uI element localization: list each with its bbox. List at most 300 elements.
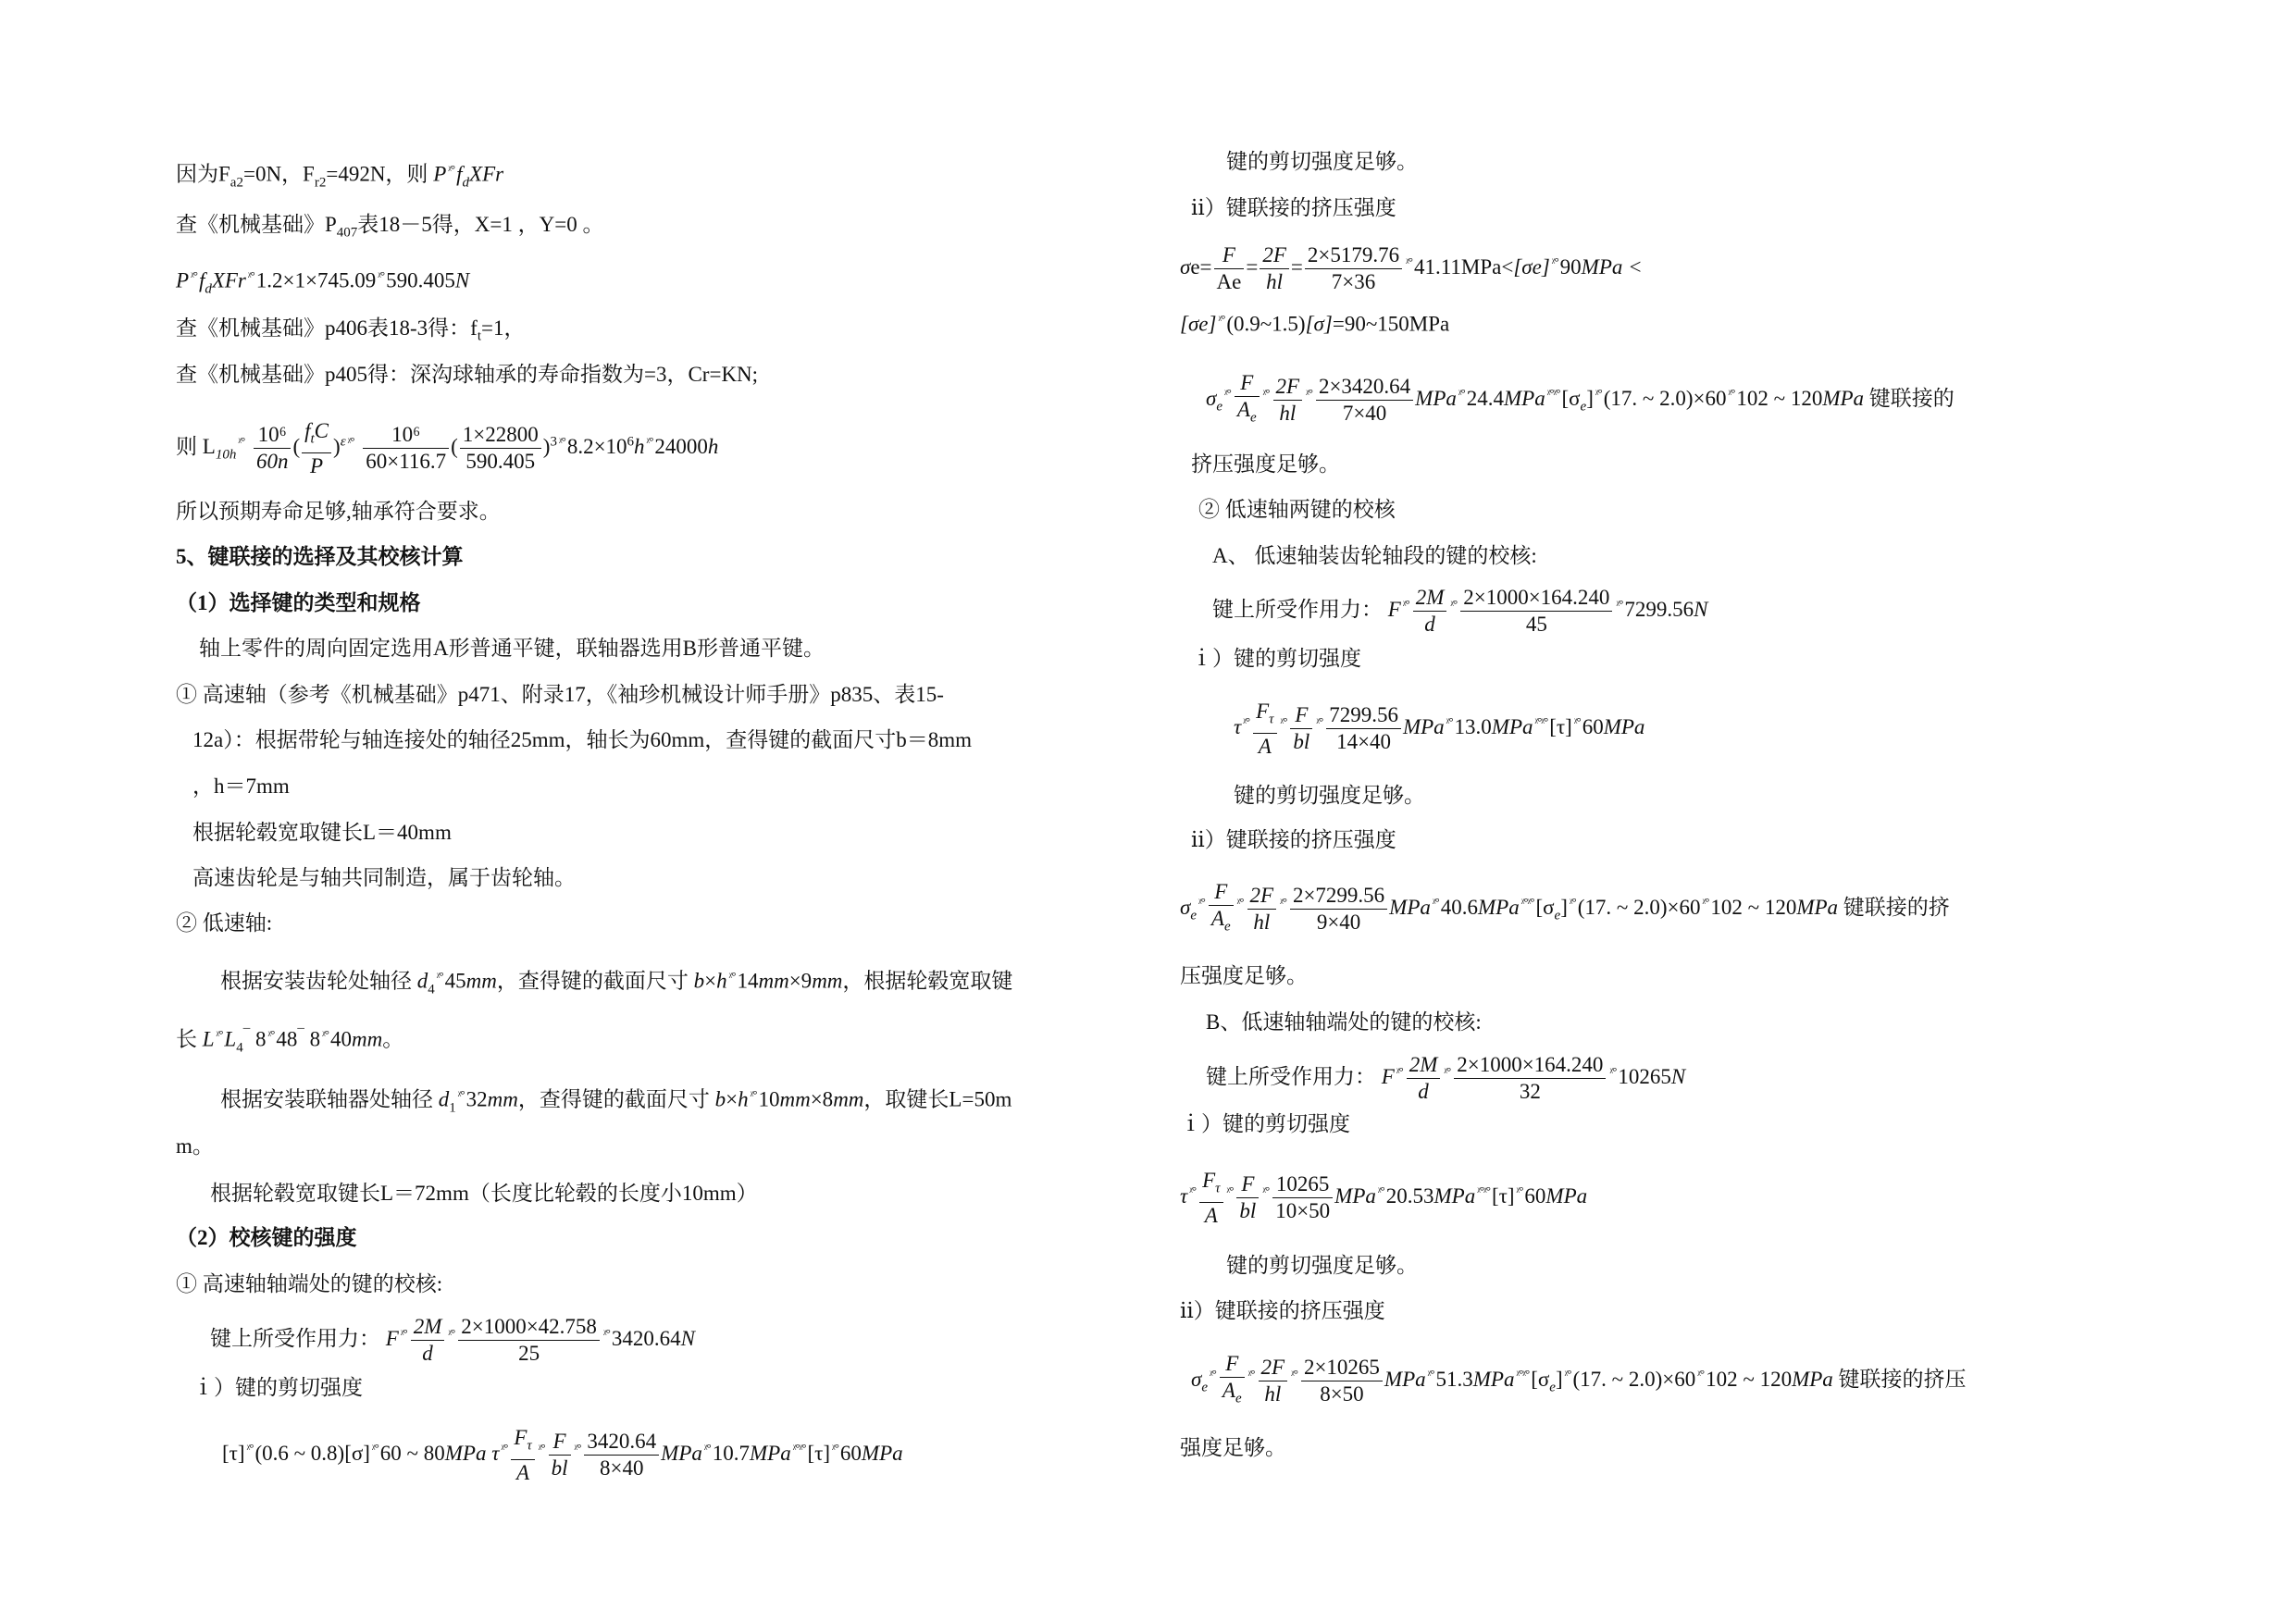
subscript: e — [1190, 908, 1198, 923]
denominator: hl — [1264, 1382, 1282, 1406]
denominator: d — [1418, 1080, 1429, 1103]
equals-glyph: ᵡ° — [832, 1441, 838, 1456]
text-line: 根据轮毂宽取键长L＝72mm（长度比轮毂的长度小10mm） — [210, 1182, 758, 1205]
symbol: [σe] — [1513, 254, 1550, 279]
fraction — [1460, 585, 1612, 638]
unit: MPa — [1792, 1368, 1833, 1392]
denominator: hl — [1253, 911, 1271, 935]
fraction — [1305, 242, 1402, 295]
equals-glyph: ᵡ° — [1280, 714, 1287, 729]
section-heading: 5、键联接的选择及其校核计算 — [176, 545, 464, 568]
equals-glyph: ᵡ° — [1616, 597, 1623, 612]
text: 键联接的挤 — [1838, 896, 1950, 920]
formula-line — [220, 1081, 1011, 1121]
text: 根据安装联轴器处轴径 — [220, 1087, 439, 1111]
symbol: σ — [1191, 1368, 1202, 1392]
text-line: ② 低速轴: — [176, 911, 273, 935]
paren: ( — [292, 435, 301, 459]
operator: < — [1622, 254, 1643, 279]
symbol: A — [1236, 398, 1250, 421]
value: 40 — [329, 1027, 352, 1051]
numerator: 10265 — [1272, 1171, 1333, 1198]
value: 102 ~ 120 — [1706, 1368, 1793, 1392]
unit: N — [1694, 597, 1708, 621]
value: 10 — [758, 1087, 780, 1111]
denominator: 32 — [1519, 1080, 1541, 1103]
equals-glyph: ᵡ° — [728, 969, 736, 983]
formula-line — [1191, 1351, 1967, 1412]
subsection-heading: （2）校核键的强度 — [176, 1226, 357, 1249]
text-line: 查《机械基础》p405得：深沟球轴承的寿命指数为=3，Cr=KN; — [176, 363, 759, 386]
compare-glyph: ᵡ°ᵡ° — [1546, 386, 1560, 401]
equals-glyph: ᵡ° — [1377, 1183, 1384, 1198]
unit: MPa — [1415, 387, 1457, 411]
value: ×9 — [788, 969, 813, 993]
subscript: τ — [1215, 1181, 1221, 1196]
numerator: F — [1209, 879, 1234, 906]
formula-line — [1180, 305, 1449, 339]
equals-glyph: ᵡ° — [1402, 597, 1409, 612]
denominator: Ae — [1216, 270, 1242, 293]
subscript: t — [310, 431, 315, 447]
equals-glyph: ᵡ° — [457, 1087, 465, 1101]
symbol: A — [1222, 1379, 1235, 1402]
fraction — [511, 1425, 534, 1486]
numerator — [1253, 699, 1276, 734]
numerator: F — [1220, 1351, 1245, 1378]
value: 8 — [304, 1027, 321, 1051]
symbol: [τ] — [1491, 1184, 1515, 1208]
unit: mm — [812, 969, 843, 993]
denominator: 590.405 — [465, 450, 536, 474]
subscript: t — [477, 328, 481, 344]
equals-glyph: ᵡ° — [1458, 386, 1465, 401]
denominator: A — [516, 1460, 530, 1484]
symbol: f — [198, 268, 205, 292]
symbol: d — [438, 1087, 450, 1111]
equals-glyph: ᵡ° — [1262, 386, 1270, 401]
text: 。 — [382, 1027, 404, 1051]
fraction — [584, 1429, 659, 1481]
superscript: ¯ — [297, 1027, 304, 1042]
numerator: 2×7299.56 — [1290, 883, 1387, 910]
text-line: 轴上零件的周向固定选用A形普通平键，联轴器选用B形普通平键。 — [199, 637, 825, 660]
unit: MPa — [1796, 896, 1839, 920]
text-line: ① 高速轴轴端处的键的校核: — [176, 1272, 443, 1295]
subscript: d — [462, 175, 470, 191]
text-line: 键的剪切强度足够。 — [1234, 784, 1425, 807]
equals-glyph: ᵡ° — [246, 1441, 254, 1456]
numerator: 10⁶ — [254, 422, 292, 449]
fraction — [1272, 1171, 1333, 1224]
paren: ) — [333, 435, 341, 459]
text: =492N，则 — [326, 162, 434, 186]
subscript: 4 — [428, 982, 435, 997]
value: 41.11MPa< — [1414, 254, 1514, 279]
equals-glyph: ᵡ° — [322, 1027, 329, 1041]
fraction — [1413, 585, 1447, 638]
unit: MPa — [1334, 1184, 1376, 1208]
equals-glyph: ᵡ° — [1569, 895, 1576, 910]
equals-glyph: ᵡ° — [1444, 1064, 1451, 1079]
symbol: F — [385, 1326, 399, 1350]
equals-glyph: ᵡ° — [1446, 714, 1453, 729]
equals-glyph: ᵡ° — [602, 1326, 610, 1341]
equals-glyph: ᵡ° — [1516, 1183, 1523, 1198]
subscript: e — [1249, 410, 1257, 426]
fraction — [460, 422, 541, 475]
symbol: [τ] — [222, 1442, 245, 1466]
text: ，根据轮毂宽取键 — [842, 969, 1013, 993]
numerator: 2M — [1413, 585, 1447, 612]
fraction — [1316, 374, 1413, 427]
equals-glyph: ᵡ° — [1432, 895, 1439, 910]
subscript: τ — [1269, 712, 1274, 727]
unit: MPa — [1491, 715, 1533, 739]
symbol: L — [202, 1027, 215, 1051]
numerator: 2F — [1273, 374, 1303, 401]
symbol: C — [314, 419, 329, 442]
formula-line — [1180, 242, 1643, 295]
symbol: ] — [1586, 387, 1594, 411]
symbol: b — [714, 1087, 726, 1111]
equals-glyph: ᵡ° — [1280, 895, 1286, 910]
fraction — [302, 418, 331, 479]
fraction — [1326, 702, 1401, 755]
text: 长 — [176, 1027, 203, 1051]
numerator: F — [549, 1429, 571, 1456]
equals-glyph: ᵡ° — [1198, 895, 1205, 910]
numerator: 2F — [1259, 1355, 1288, 1381]
formula-line — [1206, 1052, 1685, 1105]
equals-glyph: ᵡ° — [1189, 1183, 1197, 1198]
symbol: F — [514, 1426, 527, 1449]
denominator: 7×36 — [1331, 270, 1376, 293]
value: 7299.56 — [1624, 597, 1694, 621]
symbol: h — [738, 1087, 749, 1111]
equals-glyph: ᵡ° — [703, 1441, 711, 1456]
symbol: [σ — [1535, 896, 1555, 920]
symbol: h — [716, 969, 727, 993]
numerator: 1×22800 — [460, 422, 541, 449]
equals-glyph: ᵡ° — [1226, 1183, 1234, 1198]
formula-line — [222, 1425, 903, 1486]
equals-glyph: ᵡ° — [1243, 714, 1250, 729]
equals-glyph: ᵡ° — [501, 1441, 508, 1456]
equals-glyph: ᵡ° — [347, 434, 354, 449]
equals-glyph: ᵡ° — [191, 268, 197, 282]
formula-line — [176, 418, 718, 479]
denominator: 7×40 — [1342, 402, 1387, 426]
value: 14 — [737, 969, 759, 993]
equals-glyph: ᵡ° — [371, 1441, 379, 1456]
numerator: 2F — [1260, 242, 1289, 269]
text-line: 压强度足够。 — [1180, 964, 1308, 987]
denominator: bl — [1293, 730, 1310, 754]
value: 13.0 — [1454, 715, 1492, 739]
fraction — [549, 1429, 571, 1481]
equals-glyph: ᵡ° — [1306, 386, 1312, 401]
fraction — [1259, 1355, 1288, 1407]
symbol: P — [433, 162, 447, 186]
numerator: 10⁶ — [363, 422, 449, 449]
fraction — [1235, 370, 1260, 431]
numerator: F — [1290, 702, 1312, 729]
subscript: 4 — [236, 1040, 243, 1056]
text: 查《机械基础》P — [176, 213, 337, 236]
equals-glyph: ᵡ° — [558, 434, 565, 449]
numerator: 2×3420.64 — [1316, 374, 1413, 401]
subscript: 407 — [336, 225, 358, 241]
value: 20.53 — [1385, 1184, 1434, 1208]
equals-glyph: ᵡ° — [247, 268, 254, 282]
equals-glyph: ᵡ° — [378, 268, 385, 282]
text-line: B、低速轴轴端处的键的校核: — [1206, 1010, 1482, 1034]
fraction — [1273, 374, 1303, 427]
unit: h — [634, 435, 645, 459]
equals-glyph: ᵡ° — [400, 1326, 407, 1341]
exponent: ε — [340, 434, 346, 450]
symbol: A — [1210, 907, 1224, 930]
compare-glyph: ᵡ°ᵡ° — [1477, 1183, 1490, 1198]
value: 10.7 — [712, 1442, 750, 1466]
unit: MPa — [444, 1442, 487, 1466]
equals-glyph: ᵡ° — [436, 969, 443, 983]
unit: MPa — [1504, 387, 1545, 411]
text: =0N，F — [242, 162, 315, 186]
equals-glyph: ᵡ° — [1609, 1064, 1617, 1079]
text-line: 根据轮毂宽取键长L＝40mm — [192, 821, 452, 844]
unit: MPa — [1603, 715, 1645, 739]
symbol: f — [304, 419, 311, 442]
numerator: 2×1000×164.240 — [1454, 1052, 1606, 1079]
text: 因为F — [176, 162, 230, 186]
unit: MPa — [661, 1442, 702, 1466]
denominator: 25 — [518, 1342, 540, 1365]
equals-glyph: ᵡ° — [1595, 386, 1602, 401]
equals-glyph: ᵡ° — [1247, 1367, 1255, 1381]
text: 表18－5得，X=1 ，Y=0 。 — [357, 213, 604, 236]
fraction — [1260, 242, 1289, 295]
value: 51.3 — [1435, 1368, 1473, 1392]
symbol: [τ] — [807, 1442, 831, 1466]
symbol: F — [1381, 1064, 1395, 1088]
compare-glyph: ᵡ°ᵡ° — [1516, 1367, 1530, 1381]
equals-glyph: ᵡ° — [1291, 1367, 1297, 1381]
unit: MPa — [1581, 254, 1623, 279]
formula-line — [1180, 879, 1950, 940]
value: (0.9~1.5) — [1226, 312, 1306, 336]
value: 90 — [1559, 254, 1582, 279]
unit: N — [680, 1326, 695, 1350]
text-line — [176, 155, 503, 196]
text: 则 L — [176, 435, 216, 459]
denominator: A — [1204, 1203, 1218, 1227]
formula-line — [1206, 370, 1955, 431]
unit: mm — [833, 1087, 864, 1111]
operator: × — [704, 969, 717, 993]
subscript: r2 — [314, 175, 327, 191]
superscript: ¯ — [242, 1027, 251, 1042]
symbol: [σ — [1531, 1368, 1550, 1392]
equals-glyph: ᵡ° — [1573, 714, 1581, 729]
symbol: L — [224, 1027, 237, 1051]
subscript: τ — [527, 1438, 532, 1454]
equals-glyph: ᵡ° — [1262, 1183, 1270, 1198]
symbol: σ — [1206, 387, 1217, 411]
symbol: b — [693, 969, 705, 993]
value: 60 — [1524, 1184, 1546, 1208]
text-line: 高速齿轮是与轴共同制造，属于齿轮轴。 — [192, 866, 576, 889]
subscript: d — [205, 281, 212, 297]
unit: mm — [465, 969, 497, 993]
compare-glyph: ᵡ°ᵡ° — [792, 1441, 806, 1456]
unit: MPa — [1433, 1184, 1476, 1208]
text-line: ⅱ）键联接的挤压强度 — [1191, 196, 1396, 219]
symbol: [σ — [1561, 387, 1581, 411]
text: ，查得键的截面尺寸 — [496, 969, 694, 993]
equals-glyph: ᵡ° — [1224, 386, 1231, 401]
equals-glyph: ᵡ° — [1697, 1367, 1705, 1381]
subscript: a2 — [230, 175, 243, 191]
value: ×8 — [810, 1087, 834, 1111]
text: 根据安装齿轮处轴径 — [220, 969, 417, 993]
subscript: e — [1549, 1380, 1556, 1395]
formula-line — [1212, 585, 1707, 638]
numerator: 2×10265 — [1301, 1355, 1383, 1381]
numerator: 2M — [411, 1314, 445, 1341]
denominator: hl — [1266, 270, 1284, 293]
equals-glyph: ᵡ° — [646, 434, 653, 449]
formula-line — [1234, 699, 1644, 760]
text-line: A、 低速轴装齿轮轴段的键的校核: — [1212, 544, 1537, 567]
paren: ) — [542, 435, 551, 459]
exponent: 3 — [550, 434, 557, 450]
operator: = — [1246, 254, 1259, 279]
symbol: ] — [1555, 1368, 1563, 1392]
denominator: d — [422, 1342, 433, 1365]
text-line: 键的剪切强度足够。 — [1226, 150, 1418, 173]
value: 48 — [276, 1027, 298, 1051]
symbol: [σe] — [1180, 312, 1217, 336]
numerator: 2×1000×164.240 — [1460, 585, 1612, 612]
subscript: e — [1216, 399, 1223, 415]
text-line: ｉ）键的剪切强度 — [1191, 647, 1361, 670]
symbol: τ — [1234, 715, 1242, 739]
symbol: f — [456, 162, 463, 186]
numerator: F — [1235, 370, 1260, 397]
symbol: P — [176, 268, 190, 292]
unit: MPa — [1472, 1368, 1515, 1392]
symbol: XFr — [469, 162, 504, 186]
equals-glyph: ᵡ° — [238, 434, 245, 449]
fraction — [1220, 1351, 1245, 1412]
fraction — [458, 1314, 600, 1367]
numerator — [302, 418, 331, 453]
text-line: ⅱ）键联接的挤压强度 — [1180, 1299, 1385, 1322]
fraction — [1209, 879, 1234, 940]
text: ，取键长L=50m — [863, 1087, 1012, 1111]
subscript: e — [1235, 1391, 1242, 1406]
fraction — [411, 1314, 445, 1367]
compare-glyph: ᵡ°ᵡ° — [1520, 895, 1534, 910]
unit: MPa — [1389, 896, 1431, 920]
value: 24000 — [654, 435, 708, 459]
equals-glyph: ᵡ° — [448, 162, 455, 176]
symbol: d — [416, 969, 428, 993]
subscript: e — [1223, 919, 1231, 935]
equals-glyph: ᵡ° — [1564, 1367, 1571, 1381]
denominator: hl — [1279, 402, 1297, 426]
equals-glyph: ᵡ° — [1218, 312, 1225, 326]
value: 60 — [839, 1442, 862, 1466]
denominator: P — [310, 453, 324, 477]
unit: MPa — [861, 1442, 903, 1466]
symbol: [τ] — [1549, 715, 1572, 739]
denominator — [1220, 1378, 1245, 1412]
equals-glyph: ᵡ° — [574, 1441, 581, 1456]
formula-line — [1180, 1168, 1587, 1229]
formula-line — [176, 1021, 403, 1061]
value: (0.6 ~ 0.8) — [254, 1442, 345, 1466]
subscript: 1 — [449, 1100, 456, 1116]
fraction — [254, 422, 292, 475]
numerator: 2F — [1247, 883, 1277, 910]
value: 32 — [465, 1087, 488, 1111]
denominator: 10×50 — [1275, 1199, 1331, 1223]
fraction — [1199, 1168, 1222, 1229]
formula-line — [220, 962, 1012, 1003]
subscript: e — [1580, 399, 1587, 415]
value: 60 — [1582, 715, 1604, 739]
text: e= — [1190, 254, 1212, 279]
formula-line — [210, 1314, 695, 1367]
symbol: [σ] — [344, 1442, 370, 1466]
text-line: 所以预期寿命足够,轴承符合要求。 — [176, 500, 501, 523]
denominator: 9×40 — [1316, 911, 1361, 935]
unit: mm — [779, 1087, 811, 1111]
text: 键上所受作用力： — [1206, 1064, 1382, 1088]
equals-glyph: ᵡ° — [750, 1087, 757, 1101]
text-line: 挤压强度足够。 — [1191, 452, 1340, 476]
denominator: 45 — [1525, 613, 1547, 636]
value: 40.6 — [1440, 896, 1479, 920]
fraction — [1290, 702, 1312, 755]
value: (17. ~ 2.0)×60 — [1577, 896, 1701, 920]
symbol: [σ] — [1305, 312, 1333, 336]
value: 3420.64 — [611, 1326, 681, 1350]
text-line: ② 低速轴两键的校核 — [1198, 498, 1396, 521]
numerator: F — [1214, 242, 1245, 269]
symbol: τ — [1180, 1184, 1188, 1208]
symbol: σ — [1180, 254, 1191, 279]
symbol: ] — [1560, 896, 1568, 920]
denominator: 8×50 — [1320, 1382, 1364, 1406]
equals-glyph: ᵡ° — [1427, 1367, 1434, 1381]
formula-line — [176, 262, 469, 303]
numerator: F — [1236, 1171, 1259, 1198]
equals-glyph: ᵡ° — [538, 1441, 545, 1456]
paren: ( — [451, 435, 458, 459]
fraction — [1236, 1171, 1259, 1224]
text: 键联接的挤压 — [1832, 1368, 1967, 1392]
fraction — [1290, 883, 1387, 935]
text-line: ｉ）键的剪切强度 — [192, 1376, 363, 1399]
equals-glyph: ᵡ° — [267, 1027, 275, 1041]
symbol: F — [1256, 700, 1270, 723]
numerator: 2M — [1407, 1052, 1441, 1079]
value: 10265 — [1618, 1064, 1671, 1088]
